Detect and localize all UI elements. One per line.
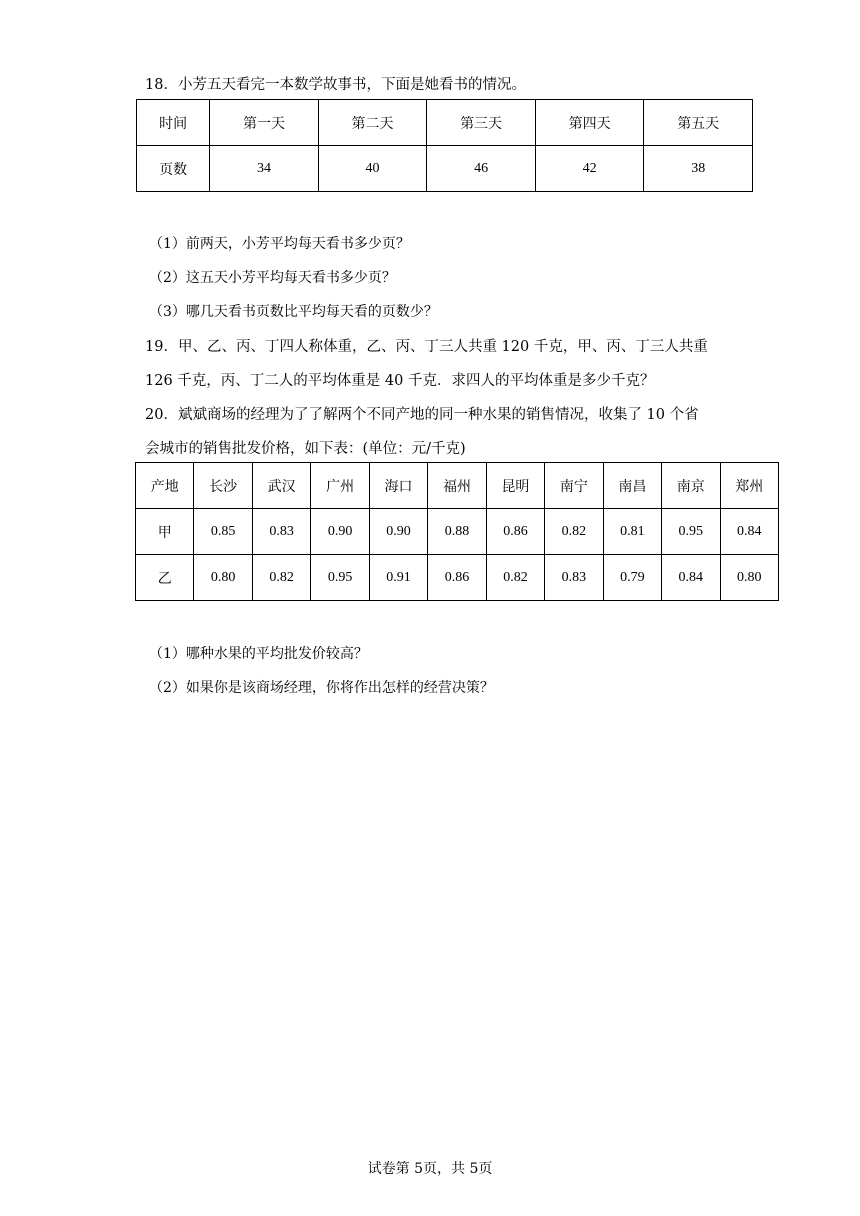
table-cell: 第二天: [318, 100, 427, 146]
table-cell: 34: [210, 146, 319, 192]
q19-line1: 19．甲、乙、丙、丁四人称体重，乙、丙、丁三人共重 120 千克，甲、丙、丁三人共重: [145, 339, 708, 355]
q18-stem: 18．小芳五天看完一本数学故事书，下面是她看书的情况。: [145, 77, 526, 93]
q18-sub2: （2）这五天小芳平均每天看书多少页？: [149, 270, 396, 286]
table-cell: 0.83: [545, 555, 603, 601]
table-cell: 郑州: [720, 463, 778, 509]
table-header-row: [137, 100, 753, 146]
q19-line2: 126 千克，丙、丁二人的平均体重是 40 千克．求四人的平均体重是多少千克？: [145, 373, 655, 389]
table-cell: 0.90: [311, 509, 369, 555]
table-cell: 0.86: [428, 555, 486, 601]
table-row: [137, 146, 753, 192]
table-cell: 时间: [137, 100, 210, 146]
table-cell: 乙: [136, 555, 194, 601]
q18-sub1: （1）前两天，小芳平均每天看书多少页？: [149, 236, 410, 252]
q20-line1: 20．斌斌商场的经理为了了解两个不同产地的同一种水果的销售情况，收集了 10 个省: [145, 407, 699, 423]
table-cell: 海口: [369, 463, 427, 509]
table-cell: 40: [318, 146, 427, 192]
q20-line2: 会城市的销售批发价格，如下表：(单位：元/千克): [145, 441, 466, 457]
table-cell: 0.81: [603, 509, 661, 555]
table-cell: 0.90: [369, 509, 427, 555]
table-cell: 第一天: [210, 100, 319, 146]
table-cell: 0.85: [194, 509, 252, 555]
table-cell: 0.82: [252, 555, 310, 601]
table-cell: 武汉: [252, 463, 310, 509]
table-cell: 0.82: [545, 509, 603, 555]
table-cell: 0.80: [194, 555, 252, 601]
table-cell: 0.86: [486, 509, 544, 555]
table-cell: 福州: [428, 463, 486, 509]
reading-pages-table: [136, 99, 753, 192]
q20-sub1: （1）哪种水果的平均批发价较高？: [149, 646, 368, 662]
table-cell: 南昌: [603, 463, 661, 509]
table-cell: 0.91: [369, 555, 427, 601]
table-header-row: [136, 463, 779, 509]
table-cell: 长沙: [194, 463, 252, 509]
table-cell: 0.88: [428, 509, 486, 555]
table-cell: 0.84: [720, 509, 778, 555]
table-cell: 0.95: [311, 555, 369, 601]
table-cell: 南京: [662, 463, 720, 509]
table-cell: 昆明: [486, 463, 544, 509]
q18-sub3: （3）哪几天看书页数比平均每天看的页数少？: [149, 304, 438, 320]
table-row: [136, 509, 779, 555]
table-cell: 甲: [136, 509, 194, 555]
table-cell: 0.79: [603, 555, 661, 601]
table-cell: 第四天: [535, 100, 644, 146]
page-footer: 试卷第 5页，共 5页: [367, 1161, 493, 1177]
table-cell: 广州: [311, 463, 369, 509]
table-cell: 42: [535, 146, 644, 192]
table-cell: 0.80: [720, 555, 778, 601]
q20-sub2: （2）如果你是该商场经理，你将作出怎样的经营决策？: [149, 680, 494, 696]
table-cell: 38: [644, 146, 753, 192]
table-cell: 0.84: [662, 555, 720, 601]
table-cell: 产地: [136, 463, 194, 509]
table-cell: 页数: [137, 146, 210, 192]
table-cell: 0.82: [486, 555, 544, 601]
table-cell: 0.95: [662, 509, 720, 555]
table-cell: 南宁: [545, 463, 603, 509]
fruit-price-table: [135, 462, 779, 601]
table-cell: 第五天: [644, 100, 753, 146]
table-row: [136, 555, 779, 601]
table-cell: 0.83: [252, 509, 310, 555]
table-cell: 第三天: [427, 100, 536, 146]
table-cell: 46: [427, 146, 536, 192]
